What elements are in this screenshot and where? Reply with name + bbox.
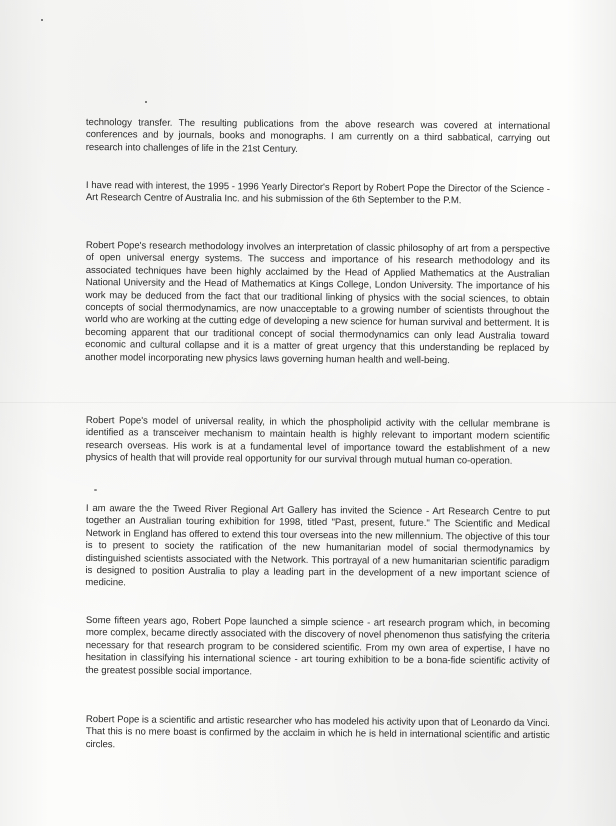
paper-fold-line — [0, 402, 616, 403]
paragraph-science-art-program: Some fifteen years ago, Robert Pope launched a simple science - art research program which, in becoming more complex, became directly associated with the discovery of novel phenomenon thus satisfying the criteria necessary for that research program to be considered scientific. From my own area of expertise, I have no hesitation in classifying his international science - art touring exhibition to be a bona-fide scientific activity of the greatest possible social importance. — [85, 615, 550, 678]
scan-speck — [41, 19, 43, 21]
paragraph-directors-report: I have read with interest, the 1995 - 1996 Yearly Director's Report by Robert Pope the Director of the Science - Art Research Centre of Australia Inc. and his submission of the 6th September to the P.M. — [85, 180, 550, 207]
paragraph-research-methodology: Robert Pope's research methodology involves an interpretation of classic philosophy of art from a perspective of open universal energy systems. The success and importance of his research methodology and its associated techniques have been highly acclaimed by the Head of Applied Mathematics at the Australian National University and the Head of Mathematics at Kings College, London University. The importance of his work may be deduced from the fact that our traditional linking of physics with the social sciences, to obtain concepts of social thermodynamics, are now unacceptable to a growing number of scientists throughout the world who are working at the cutting edge of developing a new science for human survival and betterment. It is becoming apparent that our traditional concept of social thermodynamics can only lead Australia toward economic and cultural collapse and it is a matter of great urgency that this understanding be replaced by another model incorporating new physics laws governing human health and well-being. — [84, 240, 550, 366]
paragraph-touring-exhibition: I am aware the the Tweed River Regional Art Gallery has invited the Science - Art Research Centre to put together an Australian touring exhibition for 1998, titled "Past, present, future." The Scientific and Medical Network in England has offered to extend this tour overseas into the new millennium. The objective of this tour is to present to society the ratification of the new humanitarian model of social thermodynamics by distinguished scientists associated with the Network. This portrayal of a new humanitarian scientific paradigm is designed to position Australia to play a leading part in the development of a new important science of medicine. — [85, 503, 550, 589]
paragraph-leonardo-da-vinci: Robert Pope is a scientific and artistic researcher who has modeled his activity upon that of Leonardo da Vinci. That this is no mere boast is confirmed by the acclaim in which he is held in international scientific and artistic circles. — [85, 714, 550, 751]
paragraph-technology-transfer: technology transfer. The resulting publications from the above research was covered at international conferences and by journals, books and monographs. I am currently on a third sabbatical, carrying out research into challenges of life in the 21st Century. — [85, 117, 550, 155]
scan-speck — [94, 489, 97, 491]
paragraph-universal-reality: Robert Pope's model of universal reality, in which the phospholipid activity with the cellular membrane is identified as a transceiver mechanism to maintain health is highly relevant to important modern scientific research overseas. His work is at a fundamental level of importance toward the establishment of a new physics of health that will provide real opportunity for our survival through mutual human co-operation. — [85, 415, 550, 467]
scan-speck — [145, 101, 147, 103]
